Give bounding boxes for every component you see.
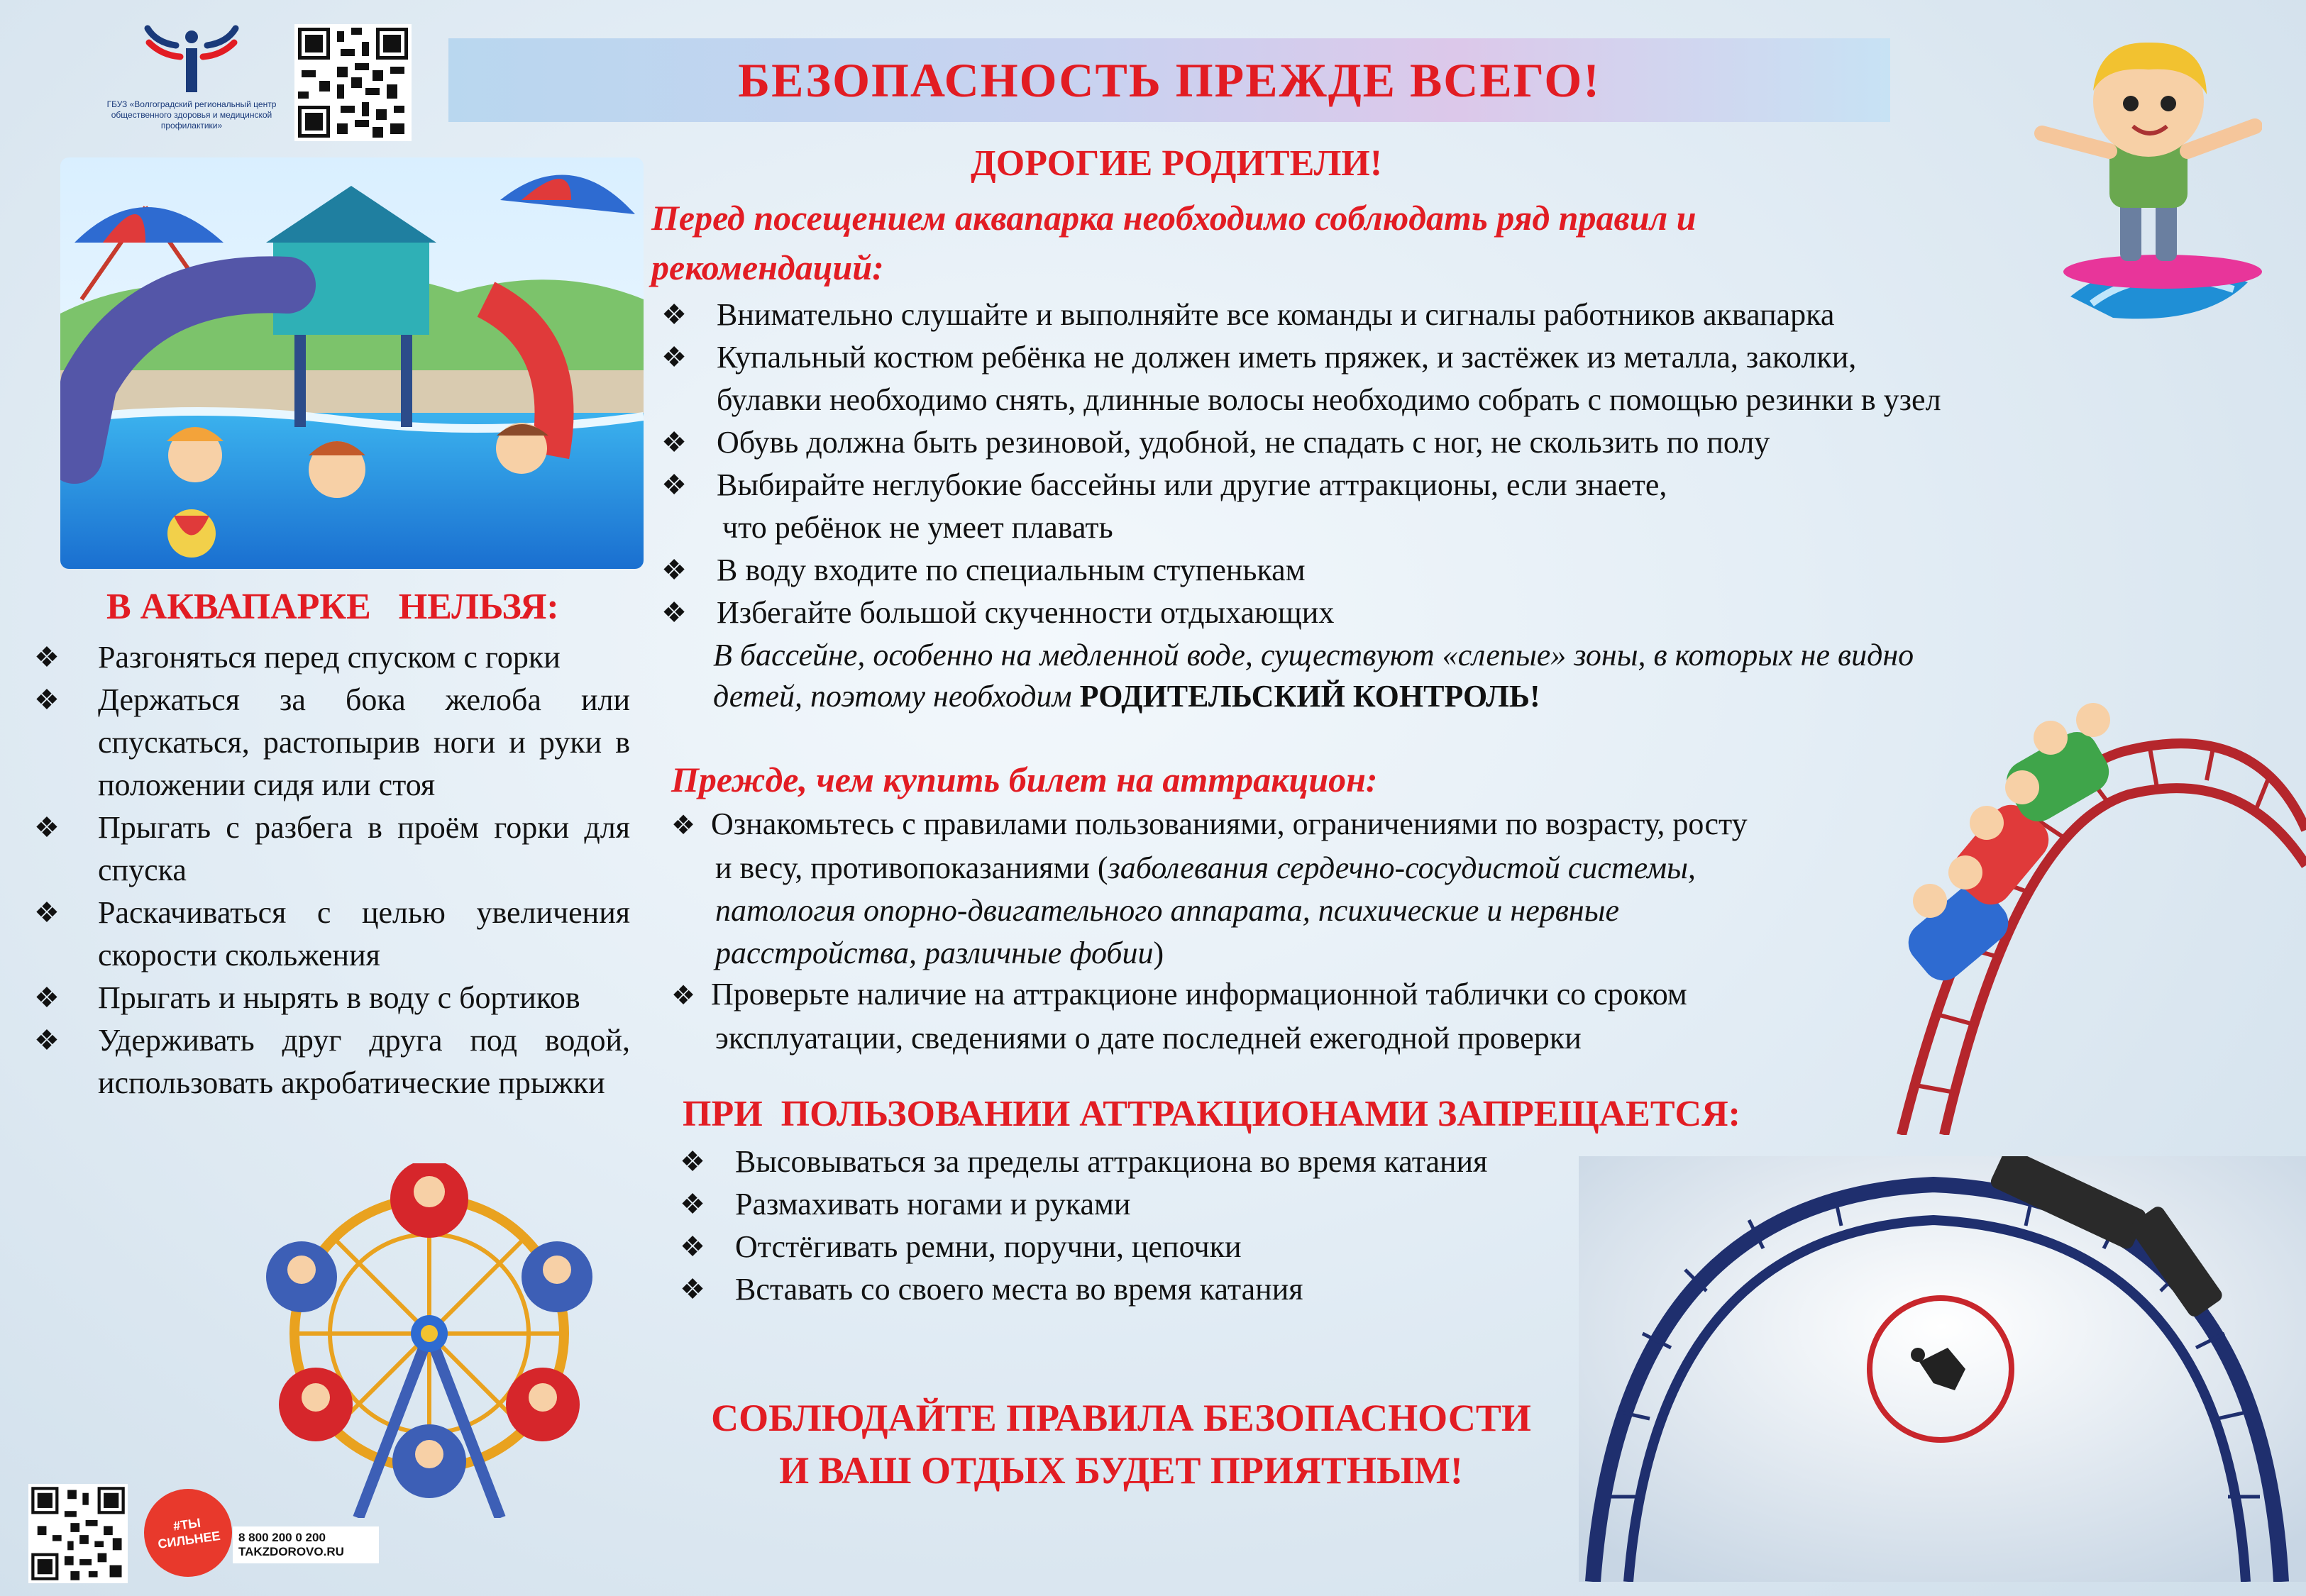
parents-note-line1: В бассейне, особенно на медленной воде, существуют «слепые» зоны, в которых не видно	[713, 638, 1914, 672]
footer-line1: СОБЛЮДАЙТЕ ПРАВИЛА БЕЗОПАСНОСТИ	[711, 1397, 1531, 1439]
qr-code-icon	[294, 24, 412, 141]
aquapark-forbidden-list	[34, 636, 630, 1104]
qr-code-bottom[interactable]	[28, 1484, 128, 1583]
attractions-forbidden-list	[671, 1141, 1594, 1311]
list-item: ❖ Удерживать друг друга под водой, использовать акробатические прыжки	[34, 1023, 630, 1100]
ticket-item-1: ❖ Ознакомьтесь с правилами пользованиями, ограничениями по возрасту, росту и весу, противопоказаниями (заболевания сердечно-сосудистой системы, патология опорно-двигательного аппарата, психические и нервные расстройства, различные фобии)	[671, 803, 1748, 975]
qr-code-icon	[28, 1484, 128, 1583]
parents-intro-line2: рекомендаций:	[651, 248, 884, 287]
ferris-wheel-illustration	[252, 1163, 607, 1518]
page-title: БЕЗОПАСНОСТЬ ПРЕЖДЕ ВСЕГО!	[738, 52, 1601, 107]
attractions-forbidden-heading: ПРИ ПОЛЬЗОВАНИИ АТТРАКЦИОНАМИ ЗАПРЕЩАЕТСЯ:	[683, 1094, 1740, 1134]
list-item: ❖ Обувь должна быть резиновой, удобной, не спадать с ног, не скользить по полу	[661, 425, 1770, 460]
footer-line2: И ВАШ ОТДЫХ БУДЕТ ПРИЯТНЫМ!	[779, 1449, 1463, 1492]
list-item-continuation: что ребёнок не умеет плавать	[722, 510, 1113, 545]
ticket-item-2: ❖ Проверьте наличие на аттракционе информационной таблички со сроком эксплуатации, сведениями о дате последней ежегодной проверки	[671, 973, 1687, 1060]
waterpark-illustration	[60, 157, 644, 569]
list-item: ❖ Прыгать и нырять в воду с бортиков	[34, 980, 580, 1015]
list-item: ❖ Купальный костюм ребёнка не должен иметь пряжек, и застёжек из металла, заколки,	[661, 340, 1857, 375]
list-item: ❖ Разгоняться перед спуском с горки	[34, 640, 561, 675]
list-item: ❖ Избегайте большой скученности отдыхающих	[661, 595, 1335, 630]
roller-coaster-illustration	[1887, 688, 2306, 1135]
badge-text: #ТЫ СИЛЬНЕЕ	[157, 1515, 221, 1551]
org-logo-icon	[106, 21, 277, 99]
list-item: ❖ Раскачиваться с целью увеличения скорости скольжения	[34, 895, 630, 972]
parents-greeting: ДОРОГИЕ РОДИТЕЛИ!	[971, 143, 1383, 184]
hotline-box	[233, 1526, 379, 1563]
parents-note-line2	[713, 675, 1540, 718]
qr-code-top[interactable]	[294, 24, 412, 141]
footer-slogan	[660, 1392, 1582, 1497]
list-item: ❖ Выбирайте неглубокие бассейны или другие аттракционы, если знаете,	[661, 467, 1667, 502]
aquapark-forbidden-heading: В АКВАПАРКЕ НЕЛЬЗЯ:	[106, 587, 559, 627]
title-banner	[448, 38, 1890, 122]
parents-rules-list	[653, 294, 2214, 634]
parental-control-label: РОДИТЕЛЬСКИЙ КОНТРОЛЬ!	[1079, 679, 1540, 714]
surfing-boy-illustration	[2028, 27, 2262, 332]
list-item: ❖ Прыгать с разбега в проём горки для спуска	[34, 810, 630, 887]
list-item: ❖ Высовываться за пределы аттракциона во время катания	[680, 1144, 1488, 1179]
hotline-phone: 8 800 200 0 200	[238, 1531, 326, 1544]
loop-ride-photo	[1579, 1156, 2306, 1582]
list-item-continuation: булавки необходимо снять, длинные волосы необходимо собрать с помощью резинки в узел	[717, 382, 1941, 417]
list-item: ❖ Размахивать ногами и руками	[680, 1187, 1131, 1221]
ticket-heading: Прежде, чем купить билет на аттракцион:	[671, 760, 1378, 799]
ty-silnee-badge	[142, 1487, 234, 1579]
bullet-icon: ❖	[671, 811, 696, 841]
list-item: ❖ Отстёгивать ремни, поручни, цепочки	[680, 1229, 1242, 1264]
parents-intro-line1: Перед посещением аквапарка необходимо соблюдать ряд правил и	[651, 198, 1697, 238]
bullet-icon: ❖	[671, 981, 696, 1011]
list-item: ❖ Внимательно слушайте и выполняйте все команды и сигналы работников аквапарка	[661, 297, 1835, 332]
list-item: ❖ В воду входите по специальным ступенькам	[661, 553, 1306, 587]
parents-note-text: детей, поэтому необходим	[713, 679, 1072, 714]
list-item: ❖ Вставать со своего места во время катания	[680, 1272, 1303, 1307]
org-caption: ГБУЗ «Волгоградский региональный центр общественного здоровья и медицинской профилактики»	[106, 99, 277, 131]
hotline-site: TAKZDOROVO.RU	[238, 1545, 344, 1558]
list-item: ❖ Держаться за бока желоба или спускаться, растопырив ноги и руки в положении сидя или стоя	[34, 682, 630, 802]
